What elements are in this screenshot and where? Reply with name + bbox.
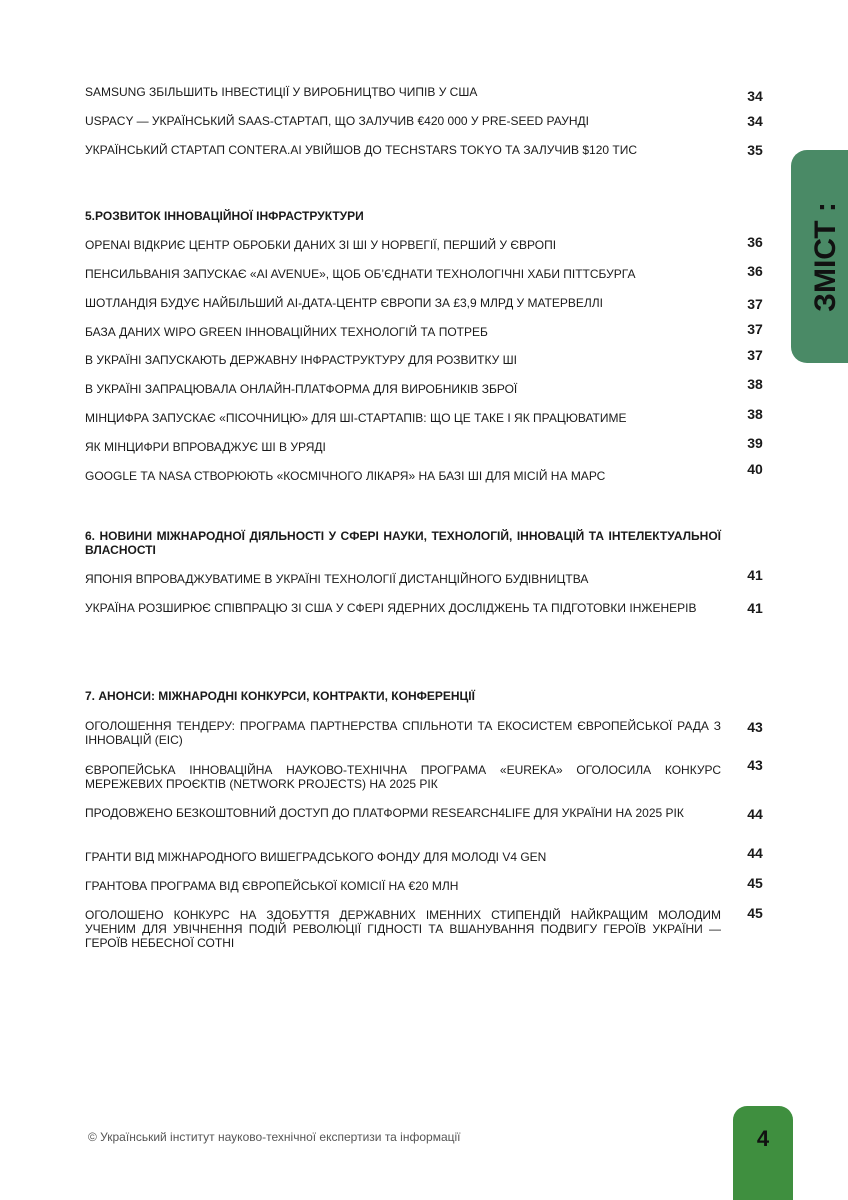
toc-entry-title[interactable]: SAMSUNG ЗБІЛЬШИТЬ ІНВЕСТИЦІЇ У ВИРОБНИЦТВО ЧИПІВ У США: [85, 85, 478, 99]
toc-entry-page: 44: [747, 845, 763, 861]
toc-entry-title[interactable]: USPACY — УКРАЇНСЬКИЙ SAAS-СТАРТАП, ЩО ЗАЛУЧИВ €420 000 У PRE-SEED РАУНДІ: [85, 114, 589, 128]
toc-entry-title[interactable]: GOOGLE ТА NASA СТВОРЮЮТЬ «КОСМІЧНОГО ЛІКАРЯ» НА БАЗІ ШІ ДЛЯ МІСІЙ НА МАРС: [85, 469, 606, 483]
toc-entry[interactable]: [85, 114, 721, 128]
toc-entry-page: 40: [747, 461, 763, 477]
toc-entry-title[interactable]: ОГОЛОШЕНО КОНКУРС НА ЗДОБУТТЯ ДЕРЖАВНИХ ІМЕННИХ СТИПЕНДІЙ НАЙКРАЩИМ МОЛОДИМ УЧЕНИМ ДЛЯ УВІЧНЕННЯ ПОДІЙ РЕВОЛЮЦІЇ ГІДНОСТІ ТА ВШАНУВАННЯ ПОДВИГУ ГЕРОЇВ УКРАЇНИ — ГЕРОЇВ НЕБЕСНОЇ СОТНІ: [85, 908, 721, 950]
toc-entry[interactable]: [85, 440, 721, 454]
toc-entry-title[interactable]: ЯК МІНЦИФРИ ВПРОВАДЖУЄ ШІ В УРЯДІ: [85, 440, 326, 454]
toc-entry[interactable]: [85, 238, 721, 252]
toc-entry-title[interactable]: МІНЦИФРА ЗАПУСКАЄ «ПІСОЧНИЦЮ» ДЛЯ ШІ-СТАРТАПІВ: ЩО ЦЕ ТАКЕ І ЯК ПРАЦЮВАТИМЕ: [85, 411, 627, 425]
toc-entry[interactable]: [85, 806, 721, 820]
toc-entry-page: 45: [747, 905, 763, 921]
toc-entry-title[interactable]: УКРАЇНСЬКИЙ СТАРТАП CONTERA.AI УВІЙШОВ ДО TECHSTARS TOKYO ТА ЗАЛУЧИВ $120 ТИС: [85, 143, 638, 157]
toc-entry[interactable]: [85, 353, 721, 367]
toc-entry-title[interactable]: В УКРАЇНІ ЗАПУСКАЮТЬ ДЕРЖАВНУ ІНФРАСТРУКТУРУ ДЛЯ РОЗВИТКУ ШІ: [85, 353, 517, 367]
toc-entry[interactable]: [85, 85, 721, 99]
toc-entry-page: 36: [747, 263, 763, 279]
toc-entry-title[interactable]: ОГОЛОШЕННЯ ТЕНДЕРУ: ПРОГРАМА ПАРТНЕРСТВА СПІЛЬНОТИ ТА ЕКОСИСТЕМ ЄВРОПЕЙСЬКОЇ РАДА З ІННОВАЦІЙ (EIC): [85, 719, 721, 747]
toc-entry-page: 39: [747, 435, 763, 451]
toc-entry-title[interactable]: ПРОДОВЖЕНО БЕЗКОШТОВНИЙ ДОСТУП ДО ПЛАТФОРМИ RESEARCH4LIFE ДЛЯ УКРАЇНИ НА 2025 РІК: [85, 806, 684, 820]
toc-entry[interactable]: [85, 719, 721, 747]
toc-entry-page: 34: [747, 88, 763, 104]
toc-entry-title[interactable]: OPENAI ВІДКРИЄ ЦЕНТР ОБРОБКИ ДАНИХ ЗІ ШІ У НОРВЕГІЇ, ПЕРШИЙ У ЄВРОПІ: [85, 238, 557, 252]
toc-entry-page: 37: [747, 321, 763, 337]
toc-entry[interactable]: [85, 850, 721, 864]
toc-entry-page: 35: [747, 142, 763, 158]
toc-entry[interactable]: [85, 908, 721, 950]
toc-entry[interactable]: [85, 325, 721, 339]
toc-entry-title[interactable]: ЄВРОПЕЙСЬКА ІННОВАЦІЙНА НАУКОВО-ТЕХНІЧНА ПРОГРАМА «EUREKA» ОГОЛОСИЛА КОНКУРС МЕРЕЖЕВИХ ПРОЄКТІВ (NETWORK PROJECTS) НА 2025 РІК: [85, 763, 721, 791]
page-number-tab: [733, 1106, 793, 1200]
toc-entry-title[interactable]: ГРАНТИ ВІД МІЖНАРОДНОГО ВИШЕГРАДСЬКОГО ФОНДУ ДЛЯ МОЛОДІ V4 GEN: [85, 850, 547, 864]
section-heading: 5.РОЗВИТОК ІННОВАЦІЙНОЇ ІНФРАСТРУКТУРИ: [85, 209, 364, 223]
toc-entry[interactable]: [85, 601, 721, 615]
toc-entry[interactable]: [85, 469, 721, 483]
toc-entry-page: 44: [747, 806, 763, 822]
toc-entry[interactable]: [85, 296, 721, 310]
toc-entry[interactable]: [85, 879, 721, 893]
footer-copyright: © Український інститут науково-технічної експертизи та інформації: [88, 1130, 461, 1144]
toc-entry-title[interactable]: В УКРАЇНІ ЗАПРАЦЮВАЛА ОНЛАЙН-ПЛАТФОРМА ДЛЯ ВИРОБНИКІВ ЗБРОЇ: [85, 382, 518, 396]
toc-entry-title[interactable]: ШОТЛАНДІЯ БУДУЄ НАЙБІЛЬШИЙ AI-ДАТА-ЦЕНТР ЄВРОПИ ЗА £3,9 МЛРД У МАТЕРВЕЛЛІ: [85, 296, 603, 310]
toc-side-tab: [791, 150, 848, 363]
toc-entry-page: 37: [747, 296, 763, 312]
toc-entry-title[interactable]: ГРАНТОВА ПРОГРАМА ВІД ЄВРОПЕЙСЬКОЇ КОМІСІЇ НА €20 МЛН: [85, 879, 459, 893]
toc-entry[interactable]: [85, 382, 721, 396]
toc-entry-page: 41: [747, 600, 763, 616]
toc-entry[interactable]: [85, 267, 721, 281]
toc-entry[interactable]: [85, 572, 721, 586]
toc-entry-page: 36: [747, 234, 763, 250]
toc-entry-page: 38: [747, 406, 763, 422]
toc-entry-title[interactable]: ЯПОНІЯ ВПРОВАДЖУВАТИМЕ В УКРАЇНІ ТЕХНОЛОГІЇ ДИСТАНЦІЙНОГО БУДІВНИЦТВА: [85, 572, 589, 586]
toc-entry-page: 37: [747, 347, 763, 363]
page-number: 4: [756, 1126, 770, 1151]
toc-entry-title[interactable]: ПЕНСИЛЬВАНІЯ ЗАПУСКАЄ «AI AVENUE», ЩОБ ОБ’ЄДНАТИ ТЕХНОЛОГІЧНІ ХАБИ ПІТТСБУРГА: [85, 267, 636, 281]
toc-entry-title[interactable]: БАЗА ДАНИХ WIPO GREEN ІННОВАЦІЙНИХ ТЕХНОЛОГІЙ ТА ПОТРЕБ: [85, 325, 488, 339]
section-heading: 7. АНОНСИ: МІЖНАРОДНІ КОНКУРСИ, КОНТРАКТИ, КОНФЕРЕНЦІЇ: [85, 689, 475, 703]
toc-entry-page: 34: [747, 113, 763, 129]
toc-side-tab-label: ЗМІСТ :: [809, 201, 842, 312]
toc-entry[interactable]: [85, 411, 721, 425]
toc-entry-page: 43: [747, 719, 763, 735]
toc-entry-page: 43: [747, 757, 763, 773]
toc-entry-page: 41: [747, 567, 763, 583]
toc-entry[interactable]: [85, 763, 721, 791]
section-heading: 6. НОВИНИ МІЖНАРОДНОЇ ДІЯЛЬНОСТІ У СФЕРІ НАУКИ, ТЕХНОЛОГІЙ, ІННОВАЦІЙ ТА ІНТЕЛЕКТУАЛЬНОЇ ВЛАСНОСТІ: [85, 529, 721, 557]
toc-entry[interactable]: [85, 143, 721, 157]
toc-entry-page: 38: [747, 376, 763, 392]
toc-entry-title[interactable]: УКРАЇНА РОЗШИРЮЄ СПІВПРАЦЮ ЗІ США У СФЕРІ ЯДЕРНИХ ДОСЛІДЖЕНЬ ТА ПІДГОТОВКИ ІНЖЕНЕРІВ: [85, 601, 697, 615]
toc-entry-page: 45: [747, 875, 763, 891]
